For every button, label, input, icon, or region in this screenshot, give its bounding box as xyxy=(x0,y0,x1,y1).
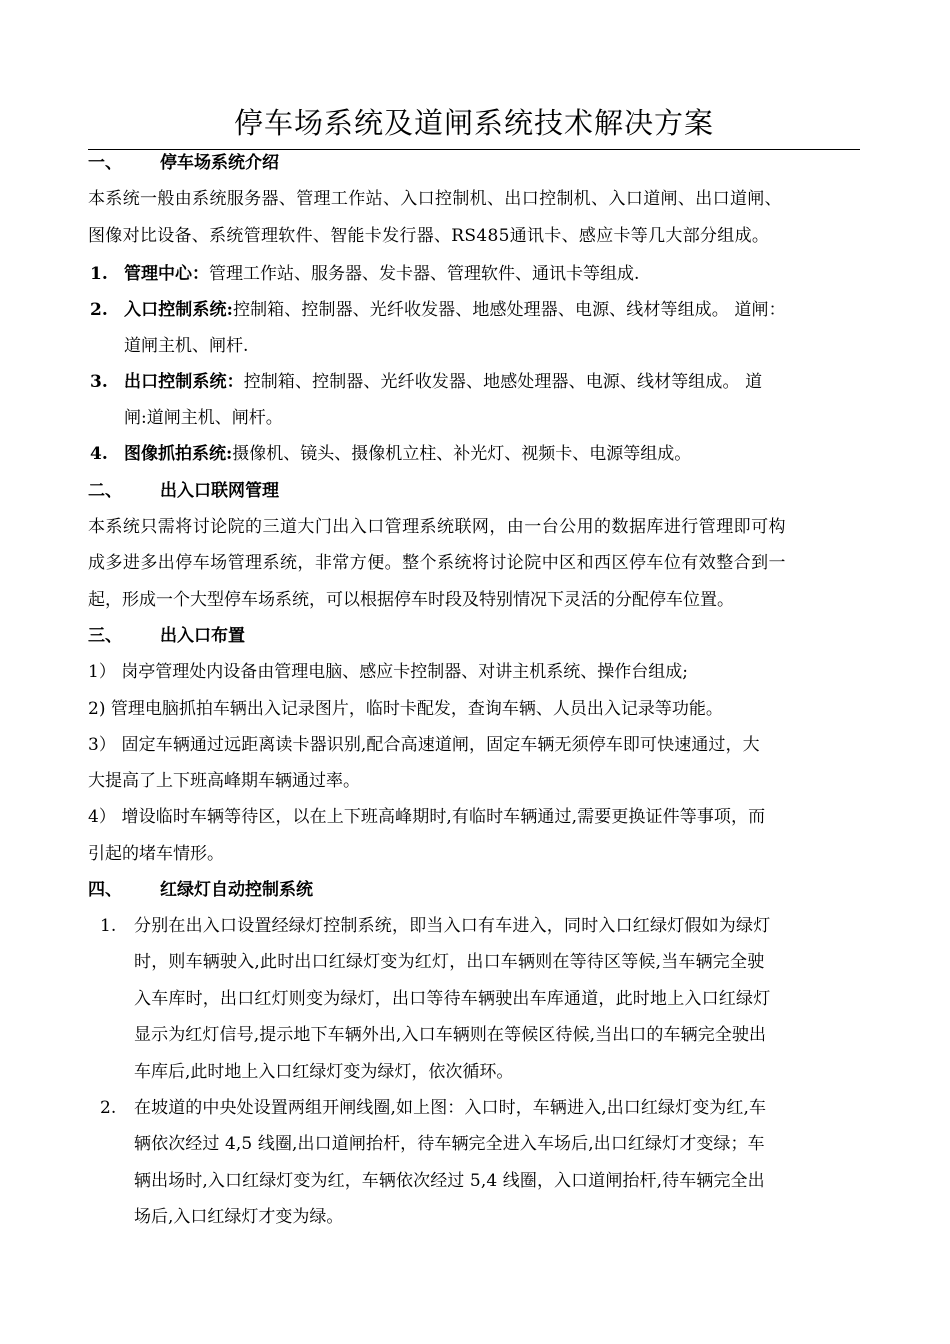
s4-item-2-line: 辆依次经过 4,5 线圈,出口道闸抬杆，待车辆完全进入车场后,出口红绿灯才变绿；车 xyxy=(134,1134,765,1154)
s1-item-4 xyxy=(124,442,691,466)
s4-item-1-line: 时，则车辆驶入,此时出口红绿灯变为红灯，出口车辆则在等待区等候,当车辆完全驶 xyxy=(134,952,765,972)
s1-item-text: 摄像机、镜头、摄像机立柱、补光灯、视频卡、电源等组成。 xyxy=(232,444,692,464)
s1-item-2-cont: 道闸主机、闸杆. xyxy=(124,336,249,356)
s1-item-3 xyxy=(124,370,762,394)
s4-item-1-line: 车库后,此时地上入口红绿灯变为绿灯，依次循环。 xyxy=(134,1062,514,1082)
s1-item-number: 1. xyxy=(90,264,108,284)
s2-paragraph-line: 成多进多出停车场管理系统，非常方便。整个系统将讨论院中区和西区停车位有效整合到一 xyxy=(88,553,786,573)
s4-item-1-line: 分别在出入口设置经绿灯控制系统，即当入口有车进入，同时入口红绿灯假如为绿灯 xyxy=(134,916,771,936)
s4-item-1-line: 显示为红灯信号,提示地下车辆外出,入口车辆则在等候区待候,当出口的车辆完全驶出 xyxy=(134,1025,767,1045)
s1-intro-line: 图像对比设备、系统管理软件、智能卡发行器、RS485通讯卡、感应卡等几大部分组成。 xyxy=(88,226,770,246)
s3-line: 1） 岗亭管理处内设备由管理电脑、感应卡控制器、对讲主机系统、操作台组成; xyxy=(88,662,688,682)
s4-item-1-line: 入车库时，出口红灯则变为绿灯，出口等待车辆驶出车库通道，此时地上入口红绿灯 xyxy=(134,989,771,1009)
s2-paragraph-line: 本系统只需将讨论院的三道大门出入口管理系统联网，由一台公用的数据库进行管理即可构 xyxy=(88,517,786,537)
s1-item-text: 管理工作站、服务器、发卡器、管理软件、通讯卡等组成. xyxy=(209,264,640,284)
s4-item-number: 2. xyxy=(100,1098,117,1118)
document-title: 停车场系统及道闸系统技术解决方案 xyxy=(233,106,714,140)
s1-intro-line: 本系统一般由系统服务器、管理工作站、入口控制机、出口控制机、入口道闸、出口道闸、 xyxy=(88,189,782,209)
section-1-number: 一、 xyxy=(88,153,122,173)
s1-item-number: 4. xyxy=(90,444,108,464)
title-underline xyxy=(88,149,860,150)
s1-item-1 xyxy=(124,262,639,286)
s1-item-text: 控制箱、控制器、光纤收发器、地感处理器、电源、线材等组成。 道闸： xyxy=(232,300,786,320)
s4-item-2-line: 在坡道的中央处设置两组开闸线圈,如上图：入口时，车辆进入,出口红绿灯变为红,车 xyxy=(134,1098,767,1118)
section-1-heading: 停车场系统介绍 xyxy=(160,153,279,173)
s3-line: 4） 增设临时车辆等待区，以在上下班高峰期时,有临时车辆通过,需要更换证件等事项，而 xyxy=(88,807,766,827)
s4-item-number: 1. xyxy=(100,916,117,936)
s1-item-3-cont: 闸:道闸主机、闸杆。 xyxy=(124,408,283,428)
section-4-heading: 红绿灯自动控制系统 xyxy=(160,880,313,900)
s1-item-label: 出口控制系统： xyxy=(124,372,244,392)
section-3-number: 三、 xyxy=(88,626,122,646)
s3-line: 大提高了上下班高峰期车辆通过率。 xyxy=(88,771,360,791)
section-2-number: 二、 xyxy=(88,481,122,501)
s1-item-2 xyxy=(124,298,786,322)
s2-paragraph-line: 起，形成一个大型停车场系统，可以根据停车时段及特别情况下灵活的分配停车位置。 xyxy=(88,590,734,610)
section-3-heading: 出入口布置 xyxy=(160,626,245,646)
s1-item-text: 控制箱、控制器、光纤收发器、地感处理器、电源、线材等组成。 道 xyxy=(243,372,763,392)
s1-item-label: 入口控制系统: xyxy=(124,300,233,320)
s1-item-label: 图像抓拍系统: xyxy=(124,444,233,464)
s4-item-2-line: 辆出场时,入口红绿灯变为红，车辆依次经过 5,4 线圈，入口道闸抬杆,待车辆完全出 xyxy=(134,1171,765,1191)
s3-line: 引起的堵车情形。 xyxy=(88,844,224,864)
section-2-heading: 出入口联网管理 xyxy=(160,481,279,501)
s1-item-label: 管理中心： xyxy=(124,264,209,284)
s3-line: 2) 管理电脑抓拍车辆出入记录图片，临时卡配发，查询车辆、人员出入记录等功能。 xyxy=(88,699,723,719)
s3-line: 3） 固定车辆通过远距离读卡器识别,配合高速道闸，固定车辆无须停车即可快速通过，大 xyxy=(88,735,760,755)
section-4-number: 四、 xyxy=(88,880,122,900)
s4-item-2-line: 场后,入口红绿灯才变为绿。 xyxy=(134,1207,344,1227)
s1-item-number: 3. xyxy=(90,372,108,392)
s1-item-number: 2. xyxy=(90,300,108,320)
